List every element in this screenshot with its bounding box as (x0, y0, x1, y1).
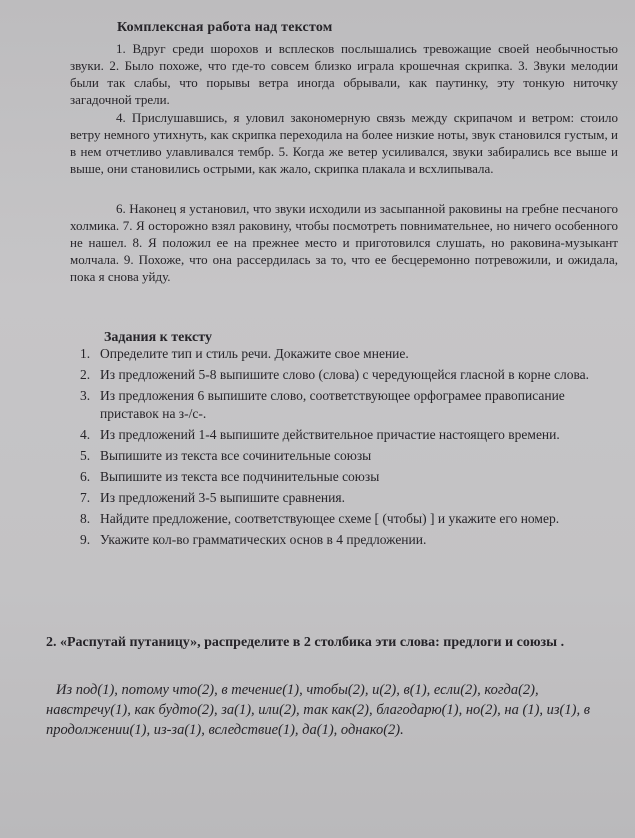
task-number: 7. (80, 490, 91, 505)
task-number: 6. (80, 469, 91, 484)
task-text: Определите тип и стиль речи. Докажите свое мнение. (100, 346, 409, 361)
tasks-heading: Задания к тексту (104, 330, 212, 345)
tasks-list (70, 345, 622, 552)
task-number: 5. (80, 448, 91, 463)
task-item (70, 426, 622, 444)
task-text: Выпишите из текста все сочинительные союзы (100, 448, 372, 463)
task-number: 2. (80, 367, 91, 382)
task-text: Из предложения 6 выпишите слово, соответствующее орфограмее правописание приставок на з-/с-. (100, 388, 565, 421)
text-paragraph-1: 1. Вдруг среди шорохов и всплесков послышались тревожащие своей необычностью звуки. 2. Было похоже, что где-то совсем близко играла крошечная скрипка. 3. Звуки мелодии были так слабы, что порывы ветра иногда обрывали, как паутинку, эту тонкую ниточку загадочной трели. (70, 41, 618, 107)
task-item (70, 345, 622, 363)
task-number: 8. (80, 511, 91, 526)
task-text: Укажите кол-во грамматических основ в 4 предложении. (100, 532, 427, 547)
task-text: Из предложений 1-4 выпишите действительное причастие настоящего времени. (100, 427, 560, 442)
task-number: 9. (80, 532, 91, 547)
text-paragraph-2: 4. Прислушавшись, я уловил закономерную связь между скрипачом и ветром: стоило ветру немного утихнуть, как скрипка переходила на более низкие ноты, звук становился густым, и в нем отчетливо улавливался тембр. 5. Когда же ветер усиливался, звуки забирались все выше и выше, они становились острыми, как жало, скрипка плакала и всхлипывала. (70, 110, 618, 176)
task-item (70, 387, 622, 423)
task-number: 3. (80, 388, 91, 403)
task-item (70, 468, 622, 486)
section2-word-list: Из под(1), потому что(2), в течение(1), чтобы(2), и(2), в(1), если(2), когда(2), навстречу(1), как будто(2), за(1), или(2), так как(2), благодарю(1), но(2), на (1), из(1), в продолжении(1), из-за(1), вследствие(1), да(1), однако(2). (46, 682, 591, 738)
task-text: Из предложений 5-8 выпишите слово (слова) с чередующейся гласной в корне слова. (100, 367, 590, 382)
task-item (70, 510, 622, 528)
task-text: Из предложений 3-5 выпишите сравнения. (100, 490, 345, 505)
task-item (70, 531, 622, 549)
task-text: Выпишите из текста все подчинительные союзы (100, 469, 380, 484)
section2-heading: 2. «Распутай путаницу», распределите в 2 столбика эти слова: предлоги и союзы . (46, 635, 565, 650)
task-item (70, 366, 622, 384)
task-number: 4. (80, 427, 91, 442)
text-paragraph-3: 6. Наконец я установил, что звуки исходили из засыпанной раковины на гребне песчаного холмика. 7. Я осторожно взял раковину, чтобы посмотреть повнимательнее, но ничего особенного не нашел. 8. Я положил ее на прежнее место и приготовился слушать, но раковина-музыкант молчала. 9. Похоже, что она рассердилась за то, что ее бесцеремонно потревожили, и ожидала, пока я снова уйду. (70, 201, 618, 284)
task-item (70, 489, 622, 507)
task-text: Найдите предложение, соответствующее схеме [ (чтобы) ] и укажите его номер. (100, 511, 560, 526)
document-title: Комплексная работа над текстом (117, 20, 333, 35)
task-item (70, 447, 622, 465)
task-number: 1. (80, 346, 91, 361)
